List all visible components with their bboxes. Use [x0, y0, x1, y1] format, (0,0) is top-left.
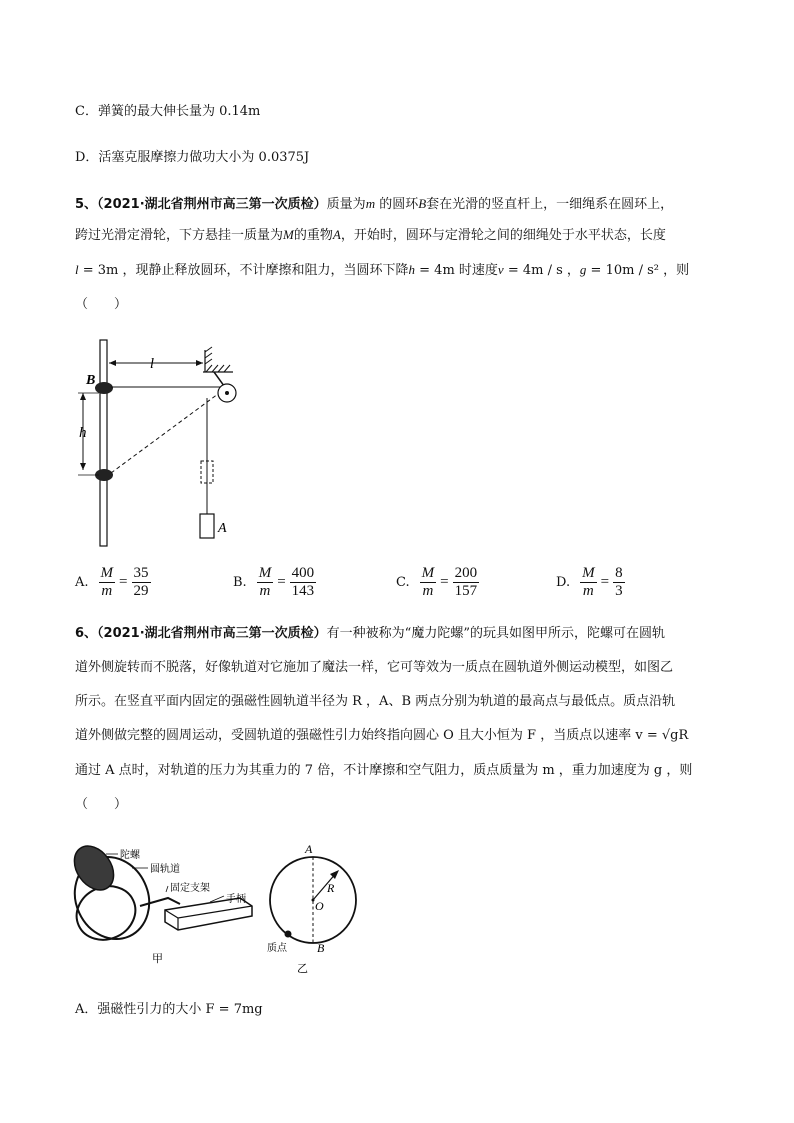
label-tuoluo: 陀螺 [120, 850, 140, 861]
vertical-rod [100, 340, 107, 546]
q4-option-d: D．活塞克服摩擦力做功大小为 0.0375J [75, 150, 310, 165]
label-r: R [327, 881, 335, 895]
q6-source: 6、（2021·湖北省荆州市高三第一次质检） [75, 626, 327, 641]
q5-line-3: l = 3m ，现静止释放圆环，不计摩擦和阻力，当圆环下降h = 4m 时速度v = 4m / s ，g = 10m / s² ，则 [75, 262, 690, 278]
label-shoubing: 手柄 [226, 894, 246, 905]
label-o: O [315, 899, 324, 913]
q6-paren: （ ） [75, 797, 128, 812]
q5-pulley-figure [75, 338, 245, 548]
q5-paren: （ ） [75, 297, 128, 312]
q5-source: 5、（2021·湖北省荆州市高三第一次质检） [75, 197, 327, 212]
q6-figure-yi [255, 838, 375, 978]
label-zhijia: 固定支架 [170, 883, 210, 894]
dashed-rope [111, 391, 222, 473]
q6-option-a: A．强磁性引力的大小 F = 7mg [75, 1002, 263, 1017]
label-h: h [79, 425, 87, 441]
fixed-support [140, 898, 180, 906]
q5-line-1: 5、（2021·湖北省荆州市高三第一次质检）质量为m 的圆环B套在光滑的竖直杆上，一细绳系在圆环上， [75, 196, 674, 212]
q6-line-4: 道外侧做完整的圆周运动，受圆轨道的强磁性引力始终指向圆心 O 且大小恒为 F ，当质点以速率 v = √gR [75, 728, 689, 743]
label-a: A [218, 521, 227, 536]
caption-jia: 甲 [152, 953, 163, 965]
q5-option-b: B. $\frac{M}{m}$ = $\frac{400}{143}$ [233, 565, 315, 599]
q5-option-d: D. $\frac{M}{m}$ = $\frac{8}{3}$ [556, 565, 623, 599]
label-zhidian: 质点 [267, 943, 287, 954]
q5-line-2: 跨过光滑定滑轮，下方悬挂一质量为M的重物A，开始时，圆环与定滑轮之间的细绳处于水平状态，长度 [75, 227, 666, 243]
ring-b-initial [95, 382, 113, 394]
q4-option-c: C．弹簧的最大伸长量为 0.14m [75, 104, 261, 119]
label-yuanguidao: 圆轨道 [150, 864, 180, 875]
q6-line-3: 所示。在竖直平面内固定的强磁性圆轨道半径为 R ，A、B 两点分别为轨道的最高点与最低点。质点沿轨 [75, 694, 676, 709]
weight-a [200, 514, 214, 538]
caption-yi: 乙 [297, 963, 308, 975]
q6-line-1: 6、（2021·湖北省荆州市高三第一次质检）有一种被称为“魔力陀螺”的玩具如图甲所示，陀螺可在圆轨 [75, 626, 665, 641]
q5-option-c: C. $\frac{M}{m}$ = $\frac{200}{157}$ [396, 565, 478, 599]
label-b: B [86, 373, 96, 388]
label-b: B [317, 941, 325, 955]
gyroscope [70, 839, 122, 898]
label-a: A [305, 842, 313, 856]
q6-line-5: 通过 A 点时，对轨道的压力为其重力的 7 倍，不计摩擦和空气阻力，质点质量为 m ，重力加速度为 g ，则 [75, 763, 693, 778]
particle [285, 931, 292, 938]
q6-line-2: 道外侧旋转而不脱落，好像轨道对它施加了魔法一样，它可等效为一质点在圆轨道外侧运动模型，如图乙 [75, 660, 674, 675]
q5-option-a: A. $\frac{M}{m}$ = $\frac{35}{29}$ [75, 565, 149, 599]
q6-figure-jia [70, 838, 285, 973]
label-l: l [149, 356, 155, 372]
